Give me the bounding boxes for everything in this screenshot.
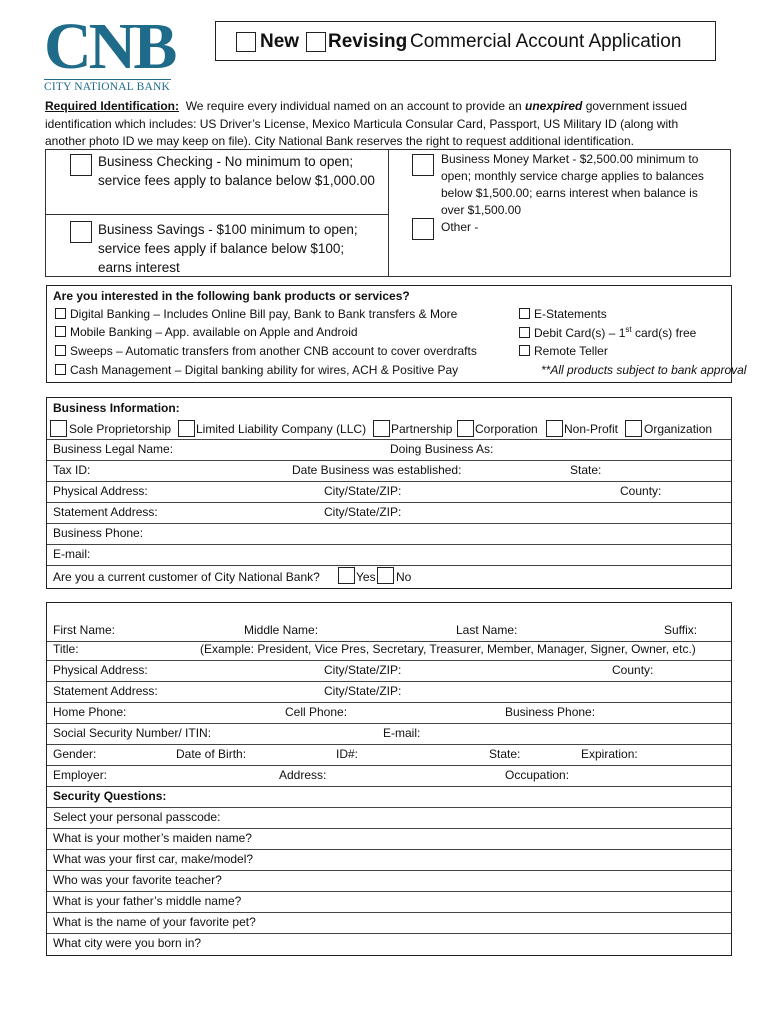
legal-name-field[interactable]: Business Legal Name: <box>53 442 174 456</box>
expiration-field[interactable]: Expiration: <box>581 747 638 761</box>
non-profit-label: Non-Profit <box>564 422 619 436</box>
business-statement-city-field[interactable]: City/State/ZIP: <box>324 505 402 519</box>
account-divider <box>388 150 389 276</box>
corporation-label: Corporation <box>475 422 538 436</box>
business-phone-field[interactable]: Business Phone: <box>53 526 144 540</box>
id-number-field[interactable]: ID#: <box>336 747 359 761</box>
person-statement-city-field[interactable]: City/State/ZIP: <box>324 684 402 698</box>
debit-card-option[interactable] <box>519 325 696 340</box>
current-customer-yes-checkbox[interactable] <box>338 567 355 584</box>
organization-label: Organization <box>644 422 713 436</box>
organization-checkbox[interactable] <box>625 420 642 437</box>
revising-checkbox[interactable] <box>306 32 326 52</box>
e-statements-checkbox[interactable] <box>519 308 530 319</box>
security-question-3[interactable]: What was your first car, make/model? <box>53 852 254 866</box>
gender-field[interactable]: Gender: <box>53 747 97 761</box>
ssn-field[interactable]: Social Security Number/ ITIN: <box>53 726 212 740</box>
money-market-line4: over $1,500.00 <box>441 203 522 217</box>
remote-teller-option[interactable] <box>519 344 608 358</box>
date-established-field[interactable]: Date Business was established: <box>292 463 462 477</box>
current-customer-label: Are you a current customer of City National Bank? <box>53 570 320 584</box>
e-statements-label: E-Statements <box>534 307 607 321</box>
money-market-line1: Business Money Market - $2,500.00 minimum to <box>441 152 699 166</box>
signer-info-box <box>46 602 732 956</box>
required-identification <box>45 98 735 151</box>
sole-proprietorship-checkbox[interactable] <box>50 420 67 437</box>
mobile-banking-label: Mobile Banking – App. available on Apple and Android <box>70 325 358 339</box>
title-box <box>215 21 716 61</box>
phone-row <box>47 702 731 724</box>
sweeps-option[interactable] <box>55 344 477 358</box>
required-id-line3: another photo ID we may keep on file). City National Bank reserves the right to request additional identification. <box>45 134 634 148</box>
occupation-field[interactable]: Occupation: <box>505 768 570 782</box>
mobile-banking-option[interactable] <box>55 325 358 339</box>
business-savings-checkbox[interactable] <box>70 221 92 243</box>
business-city-state-zip-field[interactable]: City/State/ZIP: <box>324 484 402 498</box>
account-type-box <box>45 149 731 277</box>
first-name-field[interactable]: First Name: <box>53 623 116 637</box>
person-business-phone-field[interactable]: Business Phone: <box>505 705 596 719</box>
last-name-field[interactable]: Last Name: <box>456 623 518 637</box>
person-statement-address-field[interactable]: Statement Address: <box>53 684 158 698</box>
required-id-label: Required Identification: <box>45 99 180 113</box>
other-account-label: Other - <box>441 220 479 234</box>
digital-banking-checkbox[interactable] <box>55 308 66 319</box>
security-question-2[interactable]: What is your mother’s maiden name? <box>53 831 252 845</box>
business-info-heading: Business Information: <box>53 401 180 415</box>
required-id-emphasis: unexpired <box>525 99 583 113</box>
title-field[interactable]: Title: <box>53 642 79 656</box>
debit-card-checkbox[interactable] <box>519 327 530 338</box>
savings-line2: service fees apply if balance below $100; <box>98 241 345 256</box>
person-email-field[interactable]: E-mail: <box>383 726 421 740</box>
current-customer-no-checkbox[interactable] <box>377 567 394 584</box>
debit-card-tail: card(s) free <box>631 326 697 340</box>
business-name-row <box>47 439 731 461</box>
ssn-row <box>47 723 731 745</box>
title-example: (Example: President, Vice Pres, Secretary, Treasurer, Member, Manager, Signer, Owner, etc.) <box>200 642 696 656</box>
business-state-field[interactable]: State: <box>570 463 602 477</box>
dba-field[interactable]: Doing Business As: <box>390 442 494 456</box>
business-physical-address-field[interactable]: Physical Address: <box>53 484 148 498</box>
cash-management-checkbox[interactable] <box>55 364 66 375</box>
business-email-row <box>47 544 731 566</box>
checking-line2: service fees apply to balance below $1,000.00 <box>98 173 375 188</box>
security-question-row <box>47 933 731 954</box>
suffix-field[interactable]: Suffix: <box>664 623 698 637</box>
llc-checkbox[interactable] <box>178 420 195 437</box>
partnership-checkbox[interactable] <box>373 420 390 437</box>
id-row <box>47 744 731 766</box>
debit-card-sup: st <box>625 325 632 334</box>
products-note: **All products subject to bank approval <box>541 363 747 377</box>
employer-field[interactable]: Employer: <box>53 768 108 782</box>
business-statement-address-field[interactable]: Statement Address: <box>53 505 158 519</box>
corporation-checkbox[interactable] <box>457 420 474 437</box>
security-question-row <box>47 891 731 913</box>
partnership-label: Partnership <box>391 422 453 436</box>
account-row-divider <box>46 214 388 215</box>
remote-teller-checkbox[interactable] <box>519 345 530 356</box>
business-checking-checkbox[interactable] <box>70 154 92 176</box>
tax-id-field[interactable]: Tax ID: <box>53 463 91 477</box>
products-box <box>46 285 747 383</box>
title-row <box>47 639 731 661</box>
employer-row <box>47 765 731 787</box>
savings-line3: earns interest <box>98 260 180 275</box>
sweeps-label: Sweeps – Automatic transfers from another CNB account to cover overdrafts <box>70 344 477 358</box>
security-question-7[interactable]: What city were you born in? <box>53 936 202 950</box>
person-physical-row <box>47 660 731 682</box>
llc-label: Limited Liability Company (LLC) <box>196 422 367 436</box>
business-savings-option <box>98 220 358 277</box>
person-county-field[interactable]: County: <box>612 663 654 677</box>
person-physical-address-field[interactable]: Physical Address: <box>53 663 148 677</box>
security-question-4[interactable]: Who was your favorite teacher? <box>53 873 222 887</box>
cash-management-option[interactable] <box>55 363 458 377</box>
money-market-line2: open; monthly service charge applies to balances <box>441 169 704 183</box>
debit-card-label: Debit Card(s) – 1 <box>534 326 626 340</box>
logo-mark: CNB <box>44 10 175 83</box>
business-phone-row <box>47 523 731 545</box>
current-customer-no-label: No <box>396 570 412 584</box>
new-label: New <box>260 31 300 52</box>
person-city-state-zip-field[interactable]: City/State/ZIP: <box>324 663 402 677</box>
dob-field[interactable]: Date of Birth: <box>176 747 247 761</box>
digital-banking-label: Digital Banking – Includes Online Bill pay, Bank to Bank transfers & More <box>70 307 458 321</box>
security-question-row <box>47 912 731 934</box>
business-statement-row <box>47 502 731 524</box>
security-question-1[interactable]: Select your personal passcode: <box>53 810 221 824</box>
money-market-line3: below $1,500.00; earns interest when balance is <box>441 186 698 200</box>
business-type-row <box>47 418 731 440</box>
money-market-checkbox[interactable] <box>412 154 434 176</box>
current-customer-yes-label: Yes <box>356 570 376 584</box>
business-info-box <box>46 397 732 589</box>
new-checkbox[interactable] <box>236 32 256 52</box>
security-question-row <box>47 807 731 829</box>
business-checking-option <box>98 152 375 190</box>
security-question-row <box>47 870 731 892</box>
required-id-line2: identification which includes: US Driver’s License, Mexico Marticula Consular Card, Passport, US Military ID (along with <box>45 116 679 131</box>
id-state-field[interactable]: State: <box>489 747 521 761</box>
tax-id-row <box>47 460 731 482</box>
checking-line1: Business Checking - No minimum to open; <box>98 154 354 169</box>
other-account-checkbox[interactable] <box>412 218 434 240</box>
logo-subtext: CITY NATIONAL BANK <box>44 81 171 93</box>
money-market-option <box>441 151 704 219</box>
security-heading-row <box>47 786 731 808</box>
sweeps-checkbox[interactable] <box>55 345 66 356</box>
security-heading: Security Questions: <box>53 789 167 803</box>
business-physical-row <box>47 481 731 503</box>
form-title: Commercial Account Application <box>410 31 682 52</box>
person-statement-row <box>47 681 731 703</box>
security-question-6[interactable]: What is the name of your favorite pet? <box>53 915 256 929</box>
middle-name-field[interactable]: Middle Name: <box>244 623 319 637</box>
digital-banking-option[interactable] <box>55 307 457 321</box>
business-email-field[interactable]: E-mail: <box>53 547 91 561</box>
required-id-text1: We require every individual named on an account to provide an <box>185 99 526 113</box>
e-statements-option[interactable] <box>519 307 607 321</box>
products-heading: Are you interested in the following bank products or services? <box>53 289 410 303</box>
home-phone-field[interactable]: Home Phone: <box>53 705 127 719</box>
non-profit-checkbox[interactable] <box>546 420 563 437</box>
mobile-banking-checkbox[interactable] <box>55 326 66 337</box>
sole-proprietorship-label: Sole Proprietorship <box>69 422 172 436</box>
revising-label: Revising <box>328 31 408 52</box>
security-question-row <box>47 849 731 871</box>
required-id-text2: government issued <box>582 99 688 113</box>
business-county-field[interactable]: County: <box>620 484 662 498</box>
current-customer-row <box>47 567 731 587</box>
savings-line1: Business Savings - $100 minimum to open; <box>98 222 358 237</box>
security-question-5[interactable]: What is your father’s middle name? <box>53 894 242 908</box>
bank-logo <box>44 10 175 97</box>
security-question-row <box>47 828 731 850</box>
cell-phone-field[interactable]: Cell Phone: <box>285 705 348 719</box>
remote-teller-label: Remote Teller <box>534 344 608 358</box>
employer-address-field[interactable]: Address: <box>279 768 327 782</box>
cash-management-label: Cash Management – Digital banking ability for wires, ACH & Positive Pay <box>70 363 459 377</box>
